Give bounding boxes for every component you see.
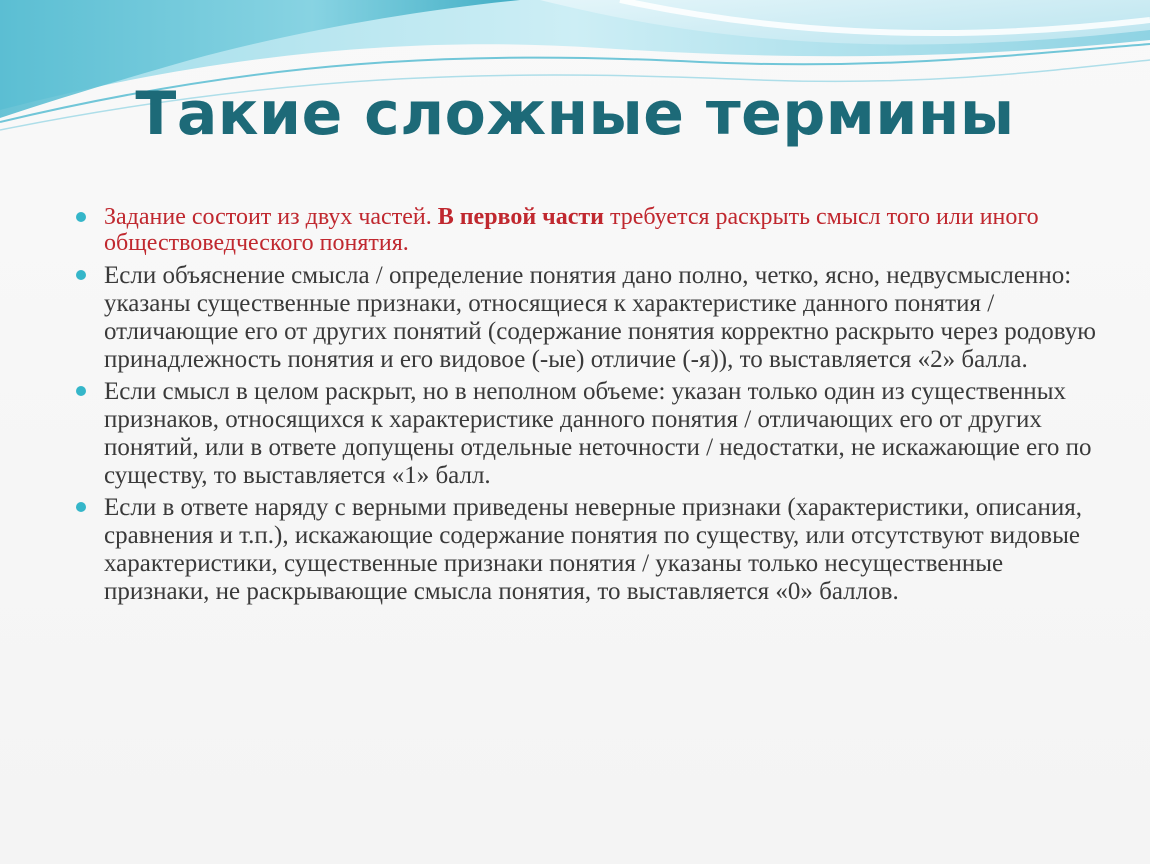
bullet-text-bold: В первой части	[437, 204, 604, 230]
list-item	[76, 262, 1106, 374]
list-item	[76, 204, 1106, 256]
bullet-dot-icon	[76, 270, 86, 280]
bullet-list	[76, 204, 1106, 610]
bullet-text: Если смысл в целом раскрыт, но в неполном объеме: указан только один из существенных признаков, относящихся к характеристике данного понятия / отличающих его от других понятий, или в ответе допущены отдельные неточности / недостатки, не искажающие его по существу, то выставляется «1» балл.	[104, 378, 1092, 489]
bullet-text-part2: требуется раскрыть смысл того или иного обществоведческого понятия.	[104, 204, 1039, 256]
bullet-dot-icon	[76, 386, 86, 396]
slide-title: Такие сложные термины	[135, 79, 1015, 149]
list-item	[76, 378, 1106, 490]
bullet-text: Если в ответе наряду с верными приведены неверные признаки (характеристики, описания, сравнения и т.п.), искажающие содержание понятия по существу, или отсутствуют видовые характеристики, существенные признаки понятия / указаны только несущественные признаки, не раскрывающие смысла понятия, то выставляется «0» баллов.	[104, 494, 1082, 605]
bullet-dot-icon	[76, 212, 86, 222]
bullet-text: Если объяснение смысла / определение понятия дано полно, четко, ясно, недвусмысленно: указаны существенные признаки, относящиеся к характеристике данного понятия / отличающие его от других понятий (содержание понятия корректно раскрыто через родовую принадлежность понятия и его видовое (-ые) отличие (-я)), то выставляется «2» балла.	[104, 262, 1096, 373]
list-item	[76, 494, 1106, 606]
bullet-dot-icon	[76, 502, 86, 512]
bullet-text-part1: Задание состоит из двух частей.	[104, 204, 438, 230]
